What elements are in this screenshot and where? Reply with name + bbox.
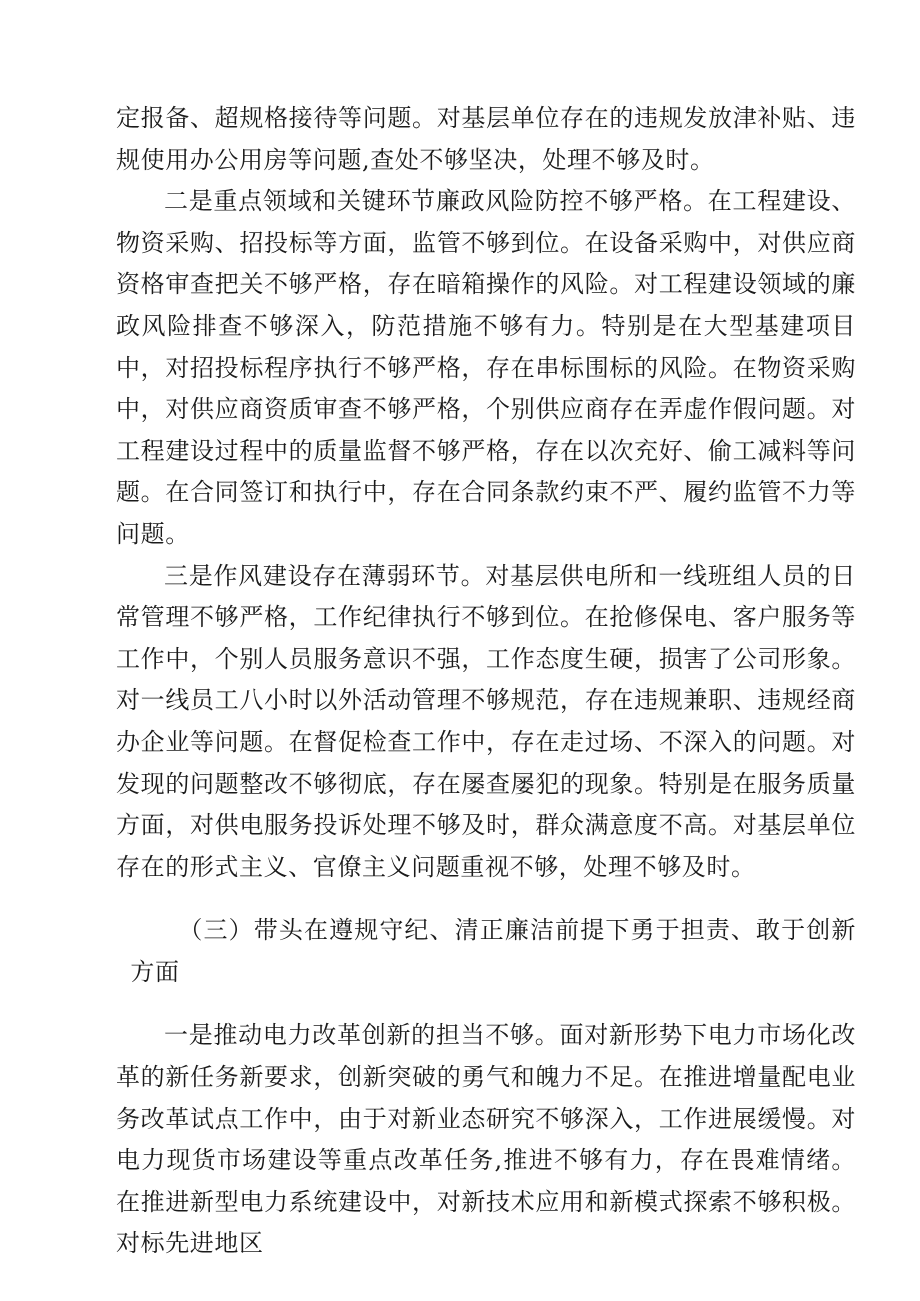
paragraph-point-three-work-style: 三是作风建设存在薄弱环节。对基层供电所和一线班组人员的日常管理不够严格，工作纪律执行不够到位。在抢修保电、客户服务等工作中，个别人员服务意识不强，工作态度生硬，损害了公司形象。对一线员工八小时以外活动管理不够规范，存在违规兼职、违规经商办企业等问题。在督促检查工作中，存在走过场、不深入的问题。对发现的问题整改不够彻底，存在屡查屡犯的现象。特别是在服务质量方面，对供电服务投诉处理不够及时，群众满意度不高。对基层单位存在的形式主义、官僚主义问题重视不够，处理不够及时。 bbox=[116, 561, 856, 881]
paragraph-point-two-risk-control: 二是重点领域和关键环节廉政风险防控不够严格。在工程建设、物资采购、招投标等方面，监管不够到位。在设备采购中，对供应商资格审查把关不够严格，存在暗箱操作的风险。对工程建设领域的廉政风险排查不够深入，防范措施不够有力。特别是在大型基建项目中，对招投标程序执行不够严格，存在串标围标的风险。在物资采购中，对供应商资质审查不够严格，个别供应商存在弄虚作假问题。对工程建设过程中的质量监督不够严格，存在以次充好、偷工减料等问题。在合同签订和执行中，存在合同条款约束不严、履约监管不力等问题。 bbox=[116, 187, 856, 548]
paragraph-continued-from-previous-page: 定报备、超规格接待等问题。对基层单位存在的违规发放津补贴、违规使用办公用房等问题,查处不够坚决，处理不够及时。 bbox=[116, 104, 856, 174]
document-page bbox=[116, 98, 856, 1265]
paragraph-point-one-reform-innovation: 一是推动电力改革创新的担当不够。面对新形势下电力市场化改革的新任务新要求，创新突破的勇气和魄力不足。在推进增量配电业务改革试点工作中，由于对新业态研究不够深入，工作进展缓慢。对电力现货市场建设等重点改革任务,推进不够有力，存在畏难情绪。在推进新型电力系统建设中，对新技术应用和新模式探索不够积极。对标先进地区 bbox=[116, 1021, 856, 1258]
section-heading-three: （三）带头在遵规守纪、清正廉洁前提下勇于担责、敢于创新方面 bbox=[130, 916, 856, 986]
